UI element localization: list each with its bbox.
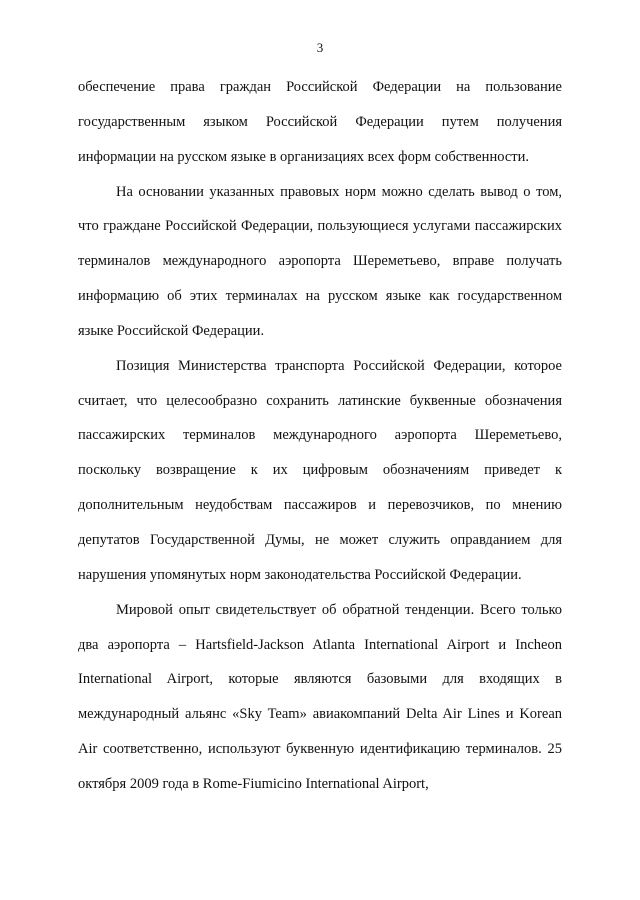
paragraph-ministry-position: Позиция Министерства транспорта Российской Федерации, которое считает, что целесообразно сохранить латинские буквенные обозначения пассажирских терминалов международного аэропорта Шереметьево, поскольку возвращение к их цифровым обозначениям приведет к дополнительным неудобствам пассажиров и перевозчиков, по мнению депутатов Государственной Думы, не может служить оправданием для нарушения упомянутых норм законодательства Российской Федерации.: [78, 357, 562, 583]
paragraph-world-experience: Мировой опыт свидетельствует об обратной тенденции. Всего только два аэропорта – Hartsfield-Jackson Atlanta International Airport и Incheon International Airport, которые являются базовыми для входящих в международный альянс «Sky Team» авиакомпаний Delta Air Lines и Korean Air соответственно, используют буквенную идентификацию терминалов. 25 октября 2009 года в Rome-Fiumicino International Airport,: [78, 601, 562, 792]
paragraph-legal-conclusion: На основании указанных правовых норм можно сделать вывод о том, что граждане Российской Федерации, пользующиеся услугами пассажирских терминалов международного аэропорта Шереметьево, вправе получать информацию об этих терминалах на русском языке как государственном языке Российской Федерации.: [78, 183, 562, 339]
paragraph-continuation: обеспечение права граждан Российской Федерации на пользование государственным языком Российской Федерации путем получения информации на русском языке в организациях всех форм собственности.: [78, 79, 562, 165]
document-body: [78, 70, 562, 802]
page-number: 3: [316, 40, 324, 55]
